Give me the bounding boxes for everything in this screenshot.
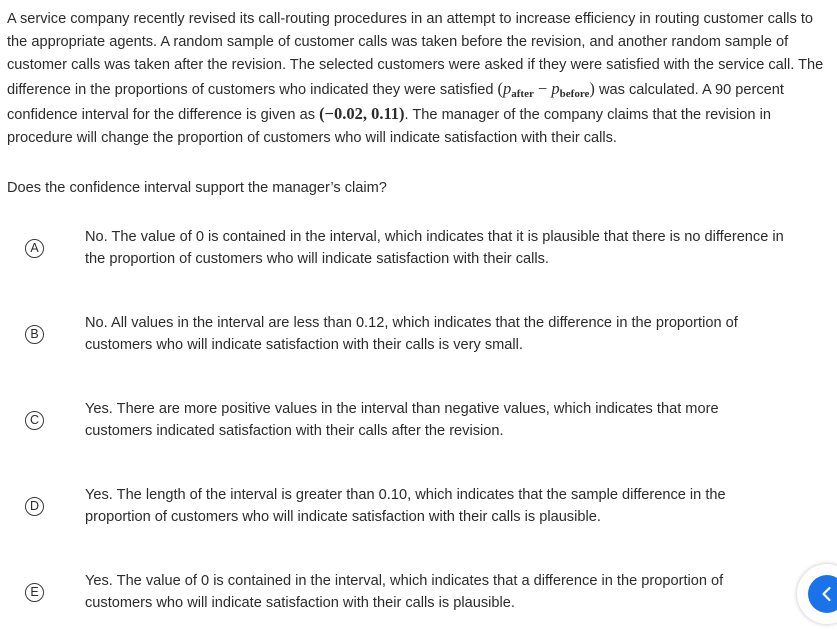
stem-text-part-2: was calculated. A 90 percent confidence interval for the difference is given as [7,82,784,123]
choice-b[interactable] [0,312,837,372]
chevron-left-icon [818,585,836,603]
choice-d-text: Yes. The length of the interval is greater than 0.10, which indicates that the sample difference in the proportion of customers who will indicate satisfaction with their calls is plausible. [85,487,726,525]
collapse-panel-button[interactable] [808,575,837,613]
stem-text-part-3: . The manager of the company claims that the revision in procedure will change the proportion of customers who will indicate satisfaction with their calls. [7,107,771,146]
choice-b-text: No. All values in the interval are less than 0.12, which indicates that the difference in the proportion of customers who will indicate satisfaction with their calls is very small. [85,315,738,353]
choice-c[interactable] [0,398,837,458]
choice-e-text: Yes. The value of 0 is contained in the interval, which indicates that a difference in the proportion of customers who will indicate satisfaction with their calls is plausible. [85,573,724,611]
p-after-symbol: p [503,79,512,98]
choice-a-radio[interactable]: A [25,239,44,258]
choice-e[interactable] [0,570,837,630]
choice-a[interactable] [0,226,837,286]
p-before-symbol: p [551,79,560,98]
question-prompt: Does the confidence interval support the manager’s claim? [7,180,387,196]
difference-expression: $(p_{after} - p_{before})$ [497,79,595,100]
interval-value: (−0.02, 0.11) [319,104,405,123]
confidence-interval [319,104,404,123]
choice-d-radio[interactable]: D [25,497,44,516]
question-stem [7,8,837,150]
stem-text-part-1: A service company recently revised its call-routing procedures in an attempt to increase efficiency in routing customer calls to the appropriate agents. A random sample of customer calls was taken before the revision, and another random sample of customer calls was taken after the revision. The selected customers were asked if they were satisfied with the service call. The difference in the proportions of customers who indicated they were satisfied [7,11,824,98]
before-subscript: before [559,88,590,100]
choice-c-radio[interactable]: C [25,411,44,430]
choice-c-text: Yes. There are more positive values in the interval than negative values, which indicates that more customers indicated satisfaction with their calls after the revision. [85,401,719,439]
choice-a-text: No. The value of 0 is contained in the interval, which indicates that it is plausible that there is no difference in the proportion of customers who will indicate satisfaction with their calls. [85,229,784,267]
choice-e-radio[interactable]: E [25,583,44,602]
choice-b-radio[interactable]: B [25,325,44,344]
after-subscript: after [511,88,534,100]
minus-sign: − [537,79,548,98]
choice-d[interactable] [0,484,837,544]
